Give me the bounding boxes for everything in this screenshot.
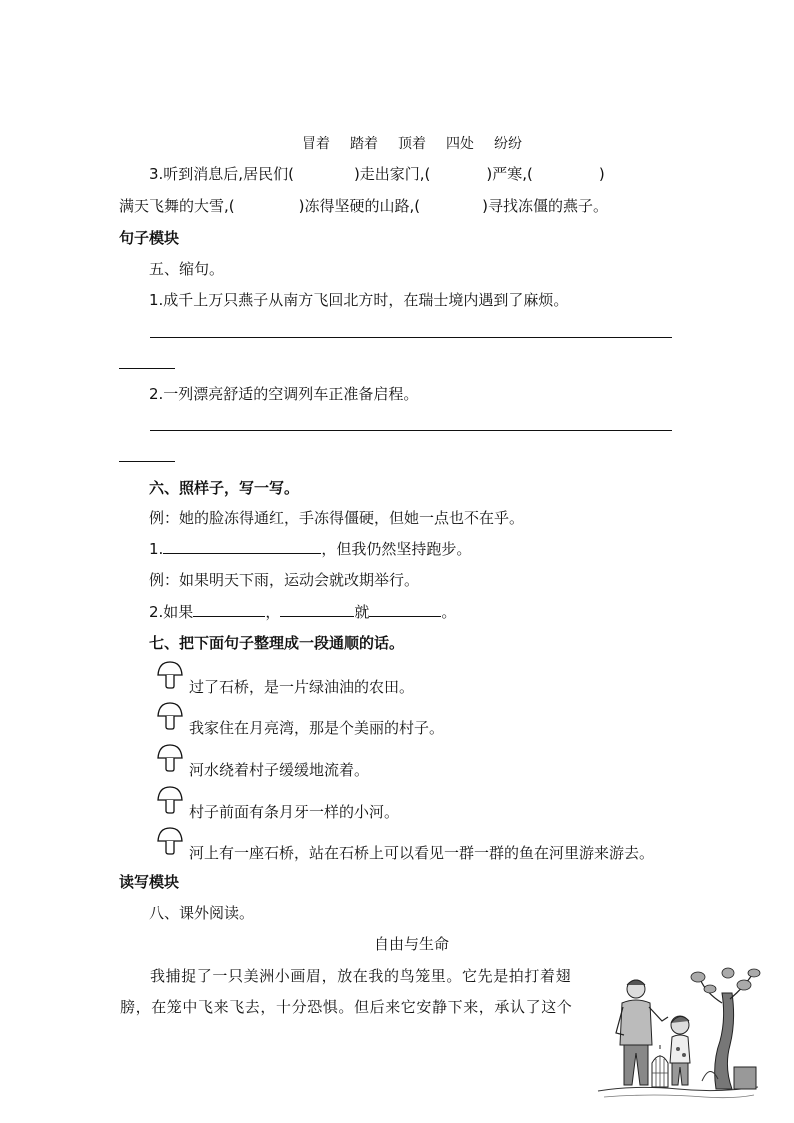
section-6-title: 六、照样子，写一写。 xyxy=(149,479,300,497)
q3-text: )寻找冻僵的燕子。 xyxy=(482,197,608,215)
story-illustration xyxy=(594,963,762,1103)
word-bank-item: 四处 xyxy=(446,136,474,152)
sentence-module-heading: 句子模块 xyxy=(119,229,180,247)
word-bank-item: 纷纷 xyxy=(494,136,522,152)
answer-line[interactable] xyxy=(150,430,672,431)
section-5-question-2: 2.一列漂亮舒适的空调列车正准备启程。 xyxy=(149,385,419,403)
q3-text: 3.听到消息后,居民们( xyxy=(149,165,294,183)
q-text: 就 xyxy=(354,603,370,621)
section-5-question-1: 1.成千上万只燕子从南方飞回北方时，在瑞士境内遇到了麻烦。 xyxy=(149,291,569,309)
mushroom-icon[interactable] xyxy=(156,743,184,773)
q-text: ， xyxy=(265,603,281,621)
story-paragraph-line-2: 膀，在笼中飞来飞去，十分恐惧。但后来它安静下来，承认了这个 xyxy=(120,998,573,1016)
question-3-line-1 xyxy=(149,164,605,184)
mushroom-icon[interactable] xyxy=(156,701,184,731)
fill-blank[interactable] xyxy=(193,602,265,617)
q3-text: ) xyxy=(598,165,605,183)
fill-blank[interactable] xyxy=(369,602,441,617)
word-bank-item: 踏着 xyxy=(350,136,378,152)
answer-line[interactable] xyxy=(150,337,672,338)
reading-writing-module-heading: 读写模块 xyxy=(119,873,180,891)
fill-blank[interactable] xyxy=(163,539,321,554)
sentence-item-5: 河上有一座石桥，站在石桥上可以看见一群一群的鱼在河里游来游去。 xyxy=(189,844,655,862)
section-5-title: 五、缩句。 xyxy=(149,260,225,278)
sentence-item-4: 村子前面有条月牙一样的小河。 xyxy=(189,803,400,821)
section-6-example-1: 例：她的脸冻得通红，手冻得僵硬，但她一点也不在乎。 xyxy=(149,509,525,527)
section-6-example-2: 例：如果明天下雨，运动会就改期举行。 xyxy=(149,571,420,589)
mushroom-icon[interactable] xyxy=(156,660,184,690)
q-text: 2.如果 xyxy=(149,603,194,621)
section-6-question-1 xyxy=(149,539,471,559)
q3-text: 满天飞舞的大雪,( xyxy=(119,197,235,215)
q3-text: )冻得坚硬的山路,( xyxy=(298,197,421,215)
section-7-title: 七、把下面句子整理成一段通顺的话。 xyxy=(149,634,405,652)
story-title: 自由与生命 xyxy=(374,935,450,953)
fill-blank[interactable] xyxy=(280,602,354,617)
sentence-item-2: 我家住在月亮湾，那是个美丽的村子。 xyxy=(189,719,445,737)
word-bank xyxy=(302,134,522,154)
q3-text: )走出家门,( xyxy=(353,165,431,183)
q-text: ，但我仍然坚持跑步。 xyxy=(321,540,472,558)
question-3-line-2 xyxy=(119,196,608,216)
story-paragraph-line-1: 我捕捉了一只美洲小画眉，放在我的鸟笼里。它先是拍打着翅 xyxy=(150,967,572,985)
sentence-item-1: 过了石桥，是一片绿油油的农田。 xyxy=(189,678,415,696)
word-bank-item: 冒着 xyxy=(302,136,330,152)
mushroom-icon[interactable] xyxy=(156,826,184,856)
word-bank-item: 顶着 xyxy=(398,136,426,152)
q-text: 。 xyxy=(441,603,457,621)
section-6-question-2 xyxy=(149,602,456,622)
q-number: 1. xyxy=(149,540,164,558)
answer-line-continuation[interactable] xyxy=(119,368,175,369)
answer-line-continuation[interactable] xyxy=(119,461,175,462)
sentence-item-3: 河水绕着村子缓缓地流着。 xyxy=(189,761,370,779)
mushroom-icon[interactable] xyxy=(156,785,184,815)
q3-text: )严寒,( xyxy=(486,165,533,183)
section-8-title: 八、课外阅读。 xyxy=(149,904,255,922)
